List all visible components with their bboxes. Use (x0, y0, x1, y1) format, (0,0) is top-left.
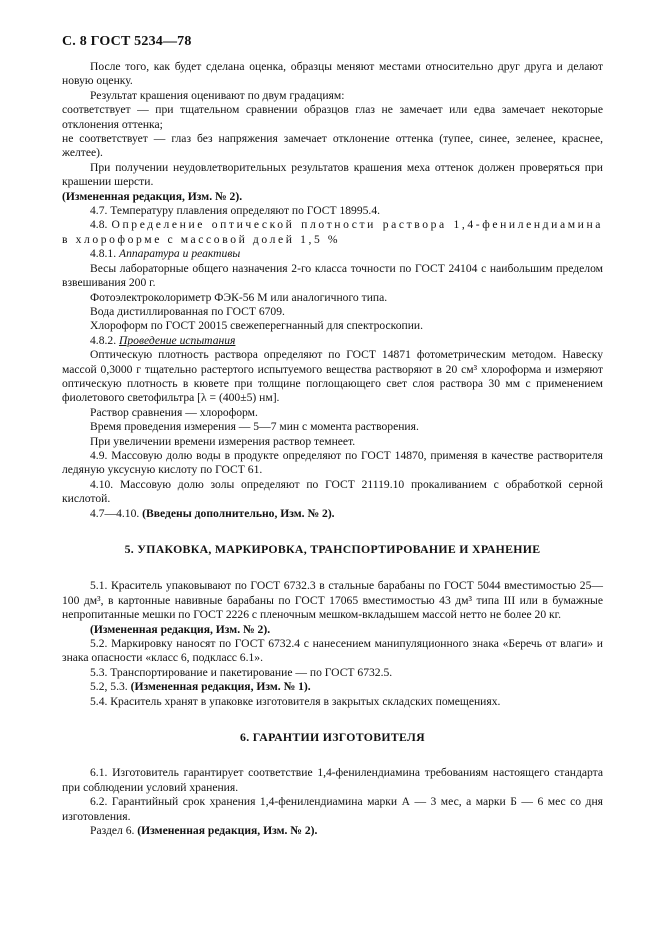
amendment-text: (Измененная редакция, Изм. № 1). (130, 680, 311, 694)
document-body (62, 60, 603, 839)
paragraph: Хлороформ по ГОСТ 20015 свежеперегнанный для спектроскопии. (90, 319, 424, 333)
paragraph: 4.7. Температуру плавления определяют по ГОСТ 18995.4. (90, 204, 381, 218)
amendment-note: (Измененная редакция, Изм. № 2). (62, 189, 243, 203)
paragraph: Раствор сравнения — хлороформ. (90, 405, 258, 419)
clause-title: Определение оптической плотности раствора 1,4-фенилендиамина в хлороформе с массовой долей 1,5 % (62, 218, 603, 246)
paragraph: 4.10. Массовую долю золы определяют по ГОСТ 21119.10 прокаливанием с обработкой серной кислотой. (62, 477, 603, 506)
amendment-note (62, 824, 603, 838)
paragraph: 5.3. Транспортирование и пакетирование — по ГОСТ 6732.5. (90, 665, 393, 679)
subsection-title (62, 247, 603, 261)
amendment-text: (Введены дополнительно, Изм. № 2). (142, 506, 335, 520)
paragraph: Результат крашения оценивают по двум градациям: (90, 88, 345, 102)
paragraph: 6.1. Изготовитель гарантирует соответствие 1,4-фенилендиамина требованиям настоящего стандарта при соблюдении условий хранения. (62, 766, 603, 794)
amendment-note (62, 507, 603, 521)
clause-number: 4.8.1. (90, 247, 119, 261)
section-heading: 5. УПАКОВКА, МАРКИРОВКА, ТРАНСПОРТИРОВАНИЕ И ХРАНЕНИЕ (124, 542, 541, 556)
paragraph: При увеличении времени измерения раствор темнеет. (90, 434, 356, 448)
amendment-text: (Измененная редакция, Изм. № 2). (137, 824, 318, 838)
page-header: С. 8 ГОСТ 5234—78 (62, 34, 192, 49)
paragraph: 4.9. Массовую долю воды в продукте определяют по ГОСТ 14870, применяя в качестве растворителя ледяную уксусную кислоту по ГОСТ 61. (62, 448, 603, 477)
paragraph: Вода дистиллированная по ГОСТ 6709. (90, 304, 285, 318)
clause-title: Аппаратура и реактивы (118, 247, 241, 261)
amendment-note: (Измененная редакция, Изм. № 2). (90, 622, 271, 636)
clause-title: Проведение испытания (118, 333, 236, 347)
clause-number: 4.8. (90, 218, 112, 232)
clause-range: 4.7—4.10. (90, 506, 143, 520)
amendment-note (62, 680, 603, 694)
paragraph: После того, как будет сделана оценка, образцы меняют местами относительно друг друга и делают новую оценку. (62, 60, 603, 88)
paragraph: Фотоэлектроколориметр ФЭК-56 М или аналогичного типа. (90, 290, 388, 304)
paragraph: Время проведения измерения — 5—7 мин с момента растворения. (90, 420, 419, 434)
paragraph: 5.2. Маркировку наносят по ГОСТ 6732.4 с нанесением манипуляционного знака «Беречь от влаги» и знака опасности «класс 6, подкласс 6.1». (62, 637, 603, 665)
paragraph: 5.4. Краситель хранят в упаковке изготовителя в закрытых складских помещениях. (90, 694, 501, 708)
paragraph: При получении неудовлетворительных результатов крашения меха оттенок должен проверяться при крашении шерсти. (62, 160, 603, 189)
subsection-title (62, 334, 603, 348)
clause-number: 4.8.2. (90, 333, 119, 347)
paragraph: 6.2. Гарантийный срок хранения 1,4-фенилендиамина марки А — 3 мес, а марки Б — 6 мес со дня изготовления. (62, 795, 603, 823)
section-ref: Раздел 6. (90, 824, 138, 838)
paragraph: не соответствует — глаз без напряжения замечает отклонение оттенка (тупее, синее, зеленее, краснее, желтее). (62, 132, 603, 160)
section-heading: 6. ГАРАНТИИ ИЗГОТОВИТЕЛЯ (240, 730, 425, 745)
clause-range: 5.2, 5.3. (90, 680, 131, 694)
paragraph: Весы лабораторные общего назначения 2-го класса точности по ГОСТ 24104 с наибольшим пределом взвешивания 200 г. (62, 261, 603, 290)
paragraph: Оптическую плотность раствора определяют по ГОСТ 14871 фотометрическим методом. Навеску массой 0,3000 г тщательно растертого испытуемого вещества растворяют в 20 см³ хлороформа и измеряют оптическую плотность в кювете при толщине поглощающего свет слоя раствора 30 мм с применением фиолетового светофильтра [λ = (400±5) нм]. (62, 348, 603, 405)
paragraph: 5.1. Краситель упаковывают по ГОСТ 6732.3 в стальные барабаны по ГОСТ 5044 вместимостью 25—100 дм³, в картонные навивные барабаны по ГОСТ 17065 вместимостью 43 дм³ типа III или в бумажные непропитанные мешки по ГОСТ 2226 с пленочным мешком-вкладышем массой нетто не более 20 кг. (62, 579, 603, 622)
subsection-title (62, 218, 603, 247)
paragraph: соответствует — при тщательном сравнении образцов глаз не замечает или едва замечает некоторые отклонения оттенка; (62, 103, 603, 131)
